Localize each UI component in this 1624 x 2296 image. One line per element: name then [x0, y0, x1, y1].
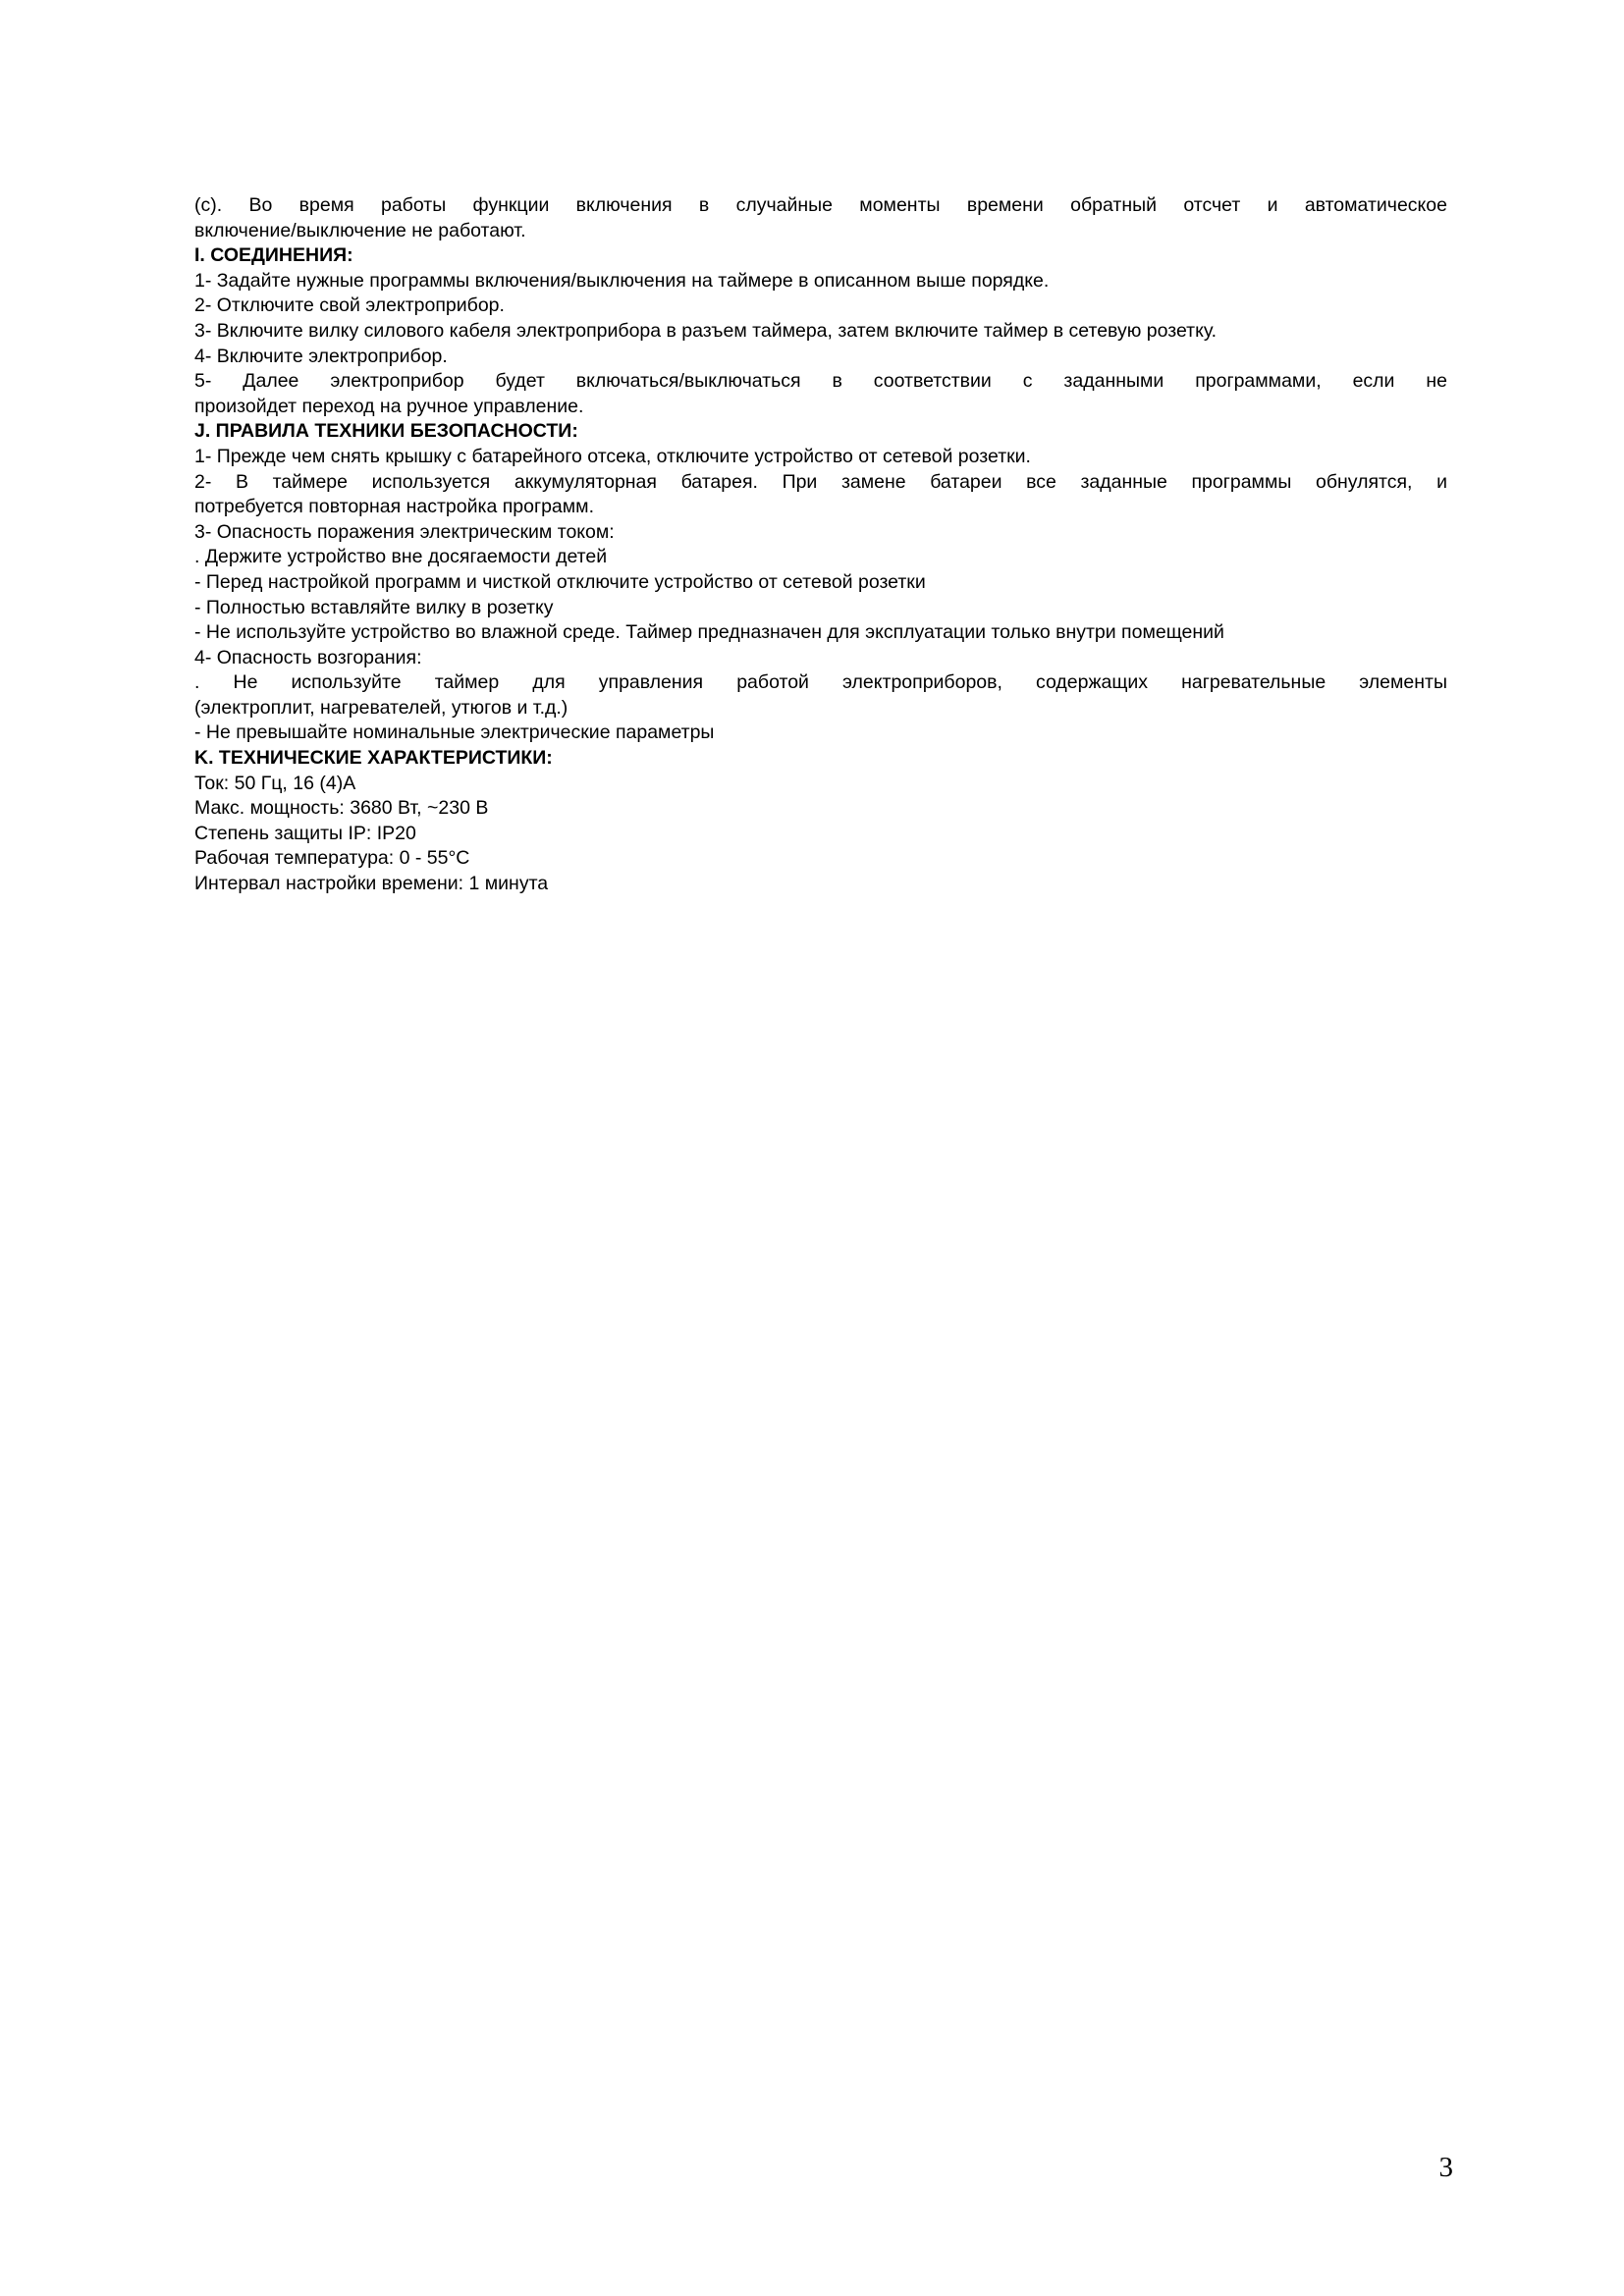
- section-i-item-3: 3- Включите вилку силового кабеля электроприбора в разъем таймера, затем включите таймер в сетевую розетку.: [194, 319, 1218, 342]
- section-j-item-2-line-1: 2- В таймере используется аккумуляторная батарея. При замене батареи все заданные программы обнулятся, и: [194, 470, 1447, 493]
- section-i-item-5-line-1: 5- Далее электроприбор будет включаться/выключаться в соответствии с заданными программами, если не: [194, 370, 1447, 393]
- spec-time-interval: Интервал настройки времени: 1 минута: [194, 873, 549, 895]
- section-j-item-3-sub-1: . Держите устройство вне досягаемости детей: [194, 546, 608, 568]
- section-j-item-4-sub-1-line-2: (электроплит, нагревателей, утюгов и т.д.): [194, 696, 568, 719]
- section-j-item-2-line-2: потребуется повторная настройка программ.: [194, 496, 594, 518]
- section-j-item-3: 3- Опасность поражения электрическим током:: [194, 520, 615, 543]
- section-j-item-4-sub-2: - Не превышайте номинальные электрические параметры: [194, 721, 715, 744]
- page-number: 3: [1438, 2152, 1453, 2183]
- spec-ip-rating: Степень защиты IP: IP20: [194, 822, 416, 844]
- section-j-item-1: 1- Прежде чем снять крышку с батарейного отсека, отключите устройство от сетевой розетки.: [194, 445, 1031, 467]
- spec-current: Ток: 50 Гц, 16 (4)A: [194, 772, 356, 794]
- section-i-item-4: 4- Включите электроприбор.: [194, 345, 448, 367]
- section-j-heading: J. ПРАВИЛА ТЕХНИКИ БЕЗОПАСНОСТИ:: [194, 420, 578, 443]
- section-i-item-2: 2- Отключите свой электроприбор.: [194, 294, 505, 317]
- intro-line-2: включение/выключение не работают.: [194, 219, 526, 241]
- intro-line-1: (c). Во время работы функции включения в случайные моменты времени обратный отсчет и автоматическое: [194, 194, 1447, 216]
- section-j-item-3-sub-2: - Перед настройкой программ и чисткой отключите устройство от сетевой розетки: [194, 570, 926, 593]
- section-i-heading: I. СОЕДИНЕНИЯ:: [194, 244, 353, 267]
- section-j-item-3-sub-4: - Не используйте устройство во влажной среде. Таймер предназначен для эксплуатации только внутри помещений: [194, 621, 1224, 644]
- section-j-item-3-sub-3: - Полностью вставляйте вилку в розетку: [194, 596, 554, 618]
- spec-operating-temperature: Рабочая температура: 0 - 55°C: [194, 847, 470, 870]
- spec-max-power: Макс. мощность: 3680 Вт, ~230 В: [194, 797, 489, 820]
- section-j-item-4: 4- Опасность возгорания:: [194, 646, 422, 668]
- document-body: [194, 193, 1447, 897]
- section-i-item-1: 1- Задайте нужные программы включения/выключения на таймере в описанном выше порядке.: [194, 269, 1050, 292]
- section-k-heading: K. ТЕХНИЧЕСКИЕ ХАРАКТЕРИСТИКИ:: [194, 747, 553, 770]
- section-i-item-5-line-2: произойдет переход на ручное управление.: [194, 395, 584, 417]
- section-j-item-4-sub-1-line-1: . Не используйте таймер для управления работой электроприборов, содержащих нагревательные элементы: [194, 671, 1447, 694]
